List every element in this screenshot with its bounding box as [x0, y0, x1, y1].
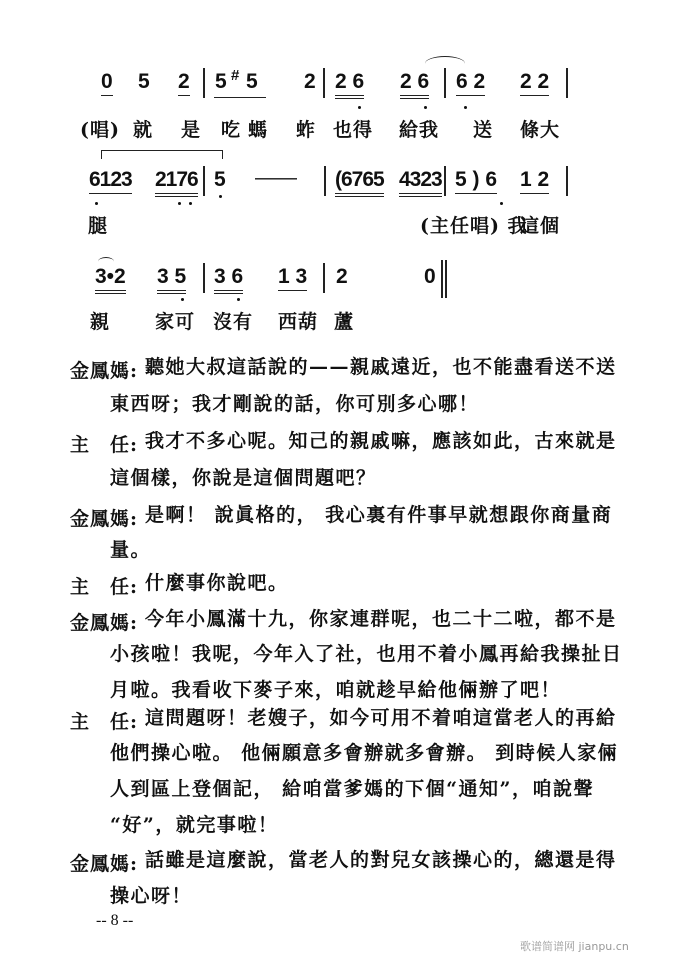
lyric: 就 [133, 119, 154, 141]
note: 6123 [89, 168, 132, 194]
lyric: 這個 [520, 215, 561, 237]
speaker-label: 主 任: [70, 711, 139, 733]
note: 2 2 [520, 70, 549, 96]
note: 3•2 [95, 265, 126, 294]
note: 6 2 [456, 70, 485, 96]
lyric: 也得 [333, 119, 374, 141]
note: 2 6 [400, 70, 429, 99]
dialogue-line: 東西呀；我才剛說的話，你可別多心哪！ [110, 393, 480, 415]
dialogue-line: 操心呀！ [110, 885, 193, 907]
lyric: (主任唱) 我 [420, 215, 528, 237]
note: 4323 [399, 168, 442, 197]
dialogue-line: 什麼事你說吧。 [145, 572, 289, 594]
barline [203, 263, 205, 293]
dialogue-line: 這問題呀！老嫂子，如今可用不着咱這當老人的再給 [145, 707, 617, 729]
speaker-label: 金鳳媽: [70, 853, 139, 875]
final-barline [441, 260, 443, 298]
barline [203, 68, 205, 98]
watermark: 歌谱简谱网 jianpu.cn [520, 940, 629, 953]
lyric: 家可 [155, 311, 196, 333]
note: 2 [336, 265, 348, 288]
speaker-label: 金鳳媽: [70, 612, 139, 634]
barline [203, 166, 205, 196]
lyric: 腿 [88, 215, 109, 237]
speaker-label: 金鳳媽: [70, 508, 139, 530]
dialogue-line: “好”，就完事啦！ [110, 814, 279, 836]
lyric: 親 [90, 311, 111, 333]
barline [444, 166, 446, 196]
barline [323, 263, 325, 293]
lyric: 是 [181, 119, 202, 141]
barline [566, 166, 568, 196]
note: 2 [304, 70, 316, 93]
note: 2176 [155, 168, 198, 197]
note: 0 [101, 70, 113, 96]
lyric: 西葫 [278, 311, 319, 333]
lyric: 蚱 [296, 119, 317, 141]
barline [566, 68, 568, 98]
note: 3 6 [214, 265, 243, 294]
dialogue-line: 話雖是這麼說，當老人的對兒女該操心的，總還是得 [145, 849, 617, 871]
dialogue-line: 是啊！ 說眞格的， 我心裏有件事早就想跟你商量商 [145, 504, 613, 526]
dialogue-line: 小孩啦！我呢，今年入了社，也用不着小鳳再給我操扯日 [110, 643, 623, 665]
note: 5 [246, 70, 258, 93]
note: 5 [215, 70, 227, 93]
note: (6765 [335, 168, 384, 197]
lyric: 送 [473, 119, 494, 141]
slur [425, 56, 465, 71]
note: 1 3 [278, 265, 307, 291]
note: 2 [178, 70, 190, 96]
note: 0 [424, 265, 436, 288]
dialogue-line: 聽她大叔這話說的——親戚遠近，也不能盡看送不送 [145, 356, 617, 378]
note: 5 [214, 168, 226, 191]
dialogue-line: 這個樣，你說是這個問題吧？ [110, 467, 377, 489]
lyric: 螞 [248, 119, 269, 141]
repeat-bracket [101, 150, 223, 159]
dialogue-line: 我才不多心呢。知己的親戚嘛，應該如此，古來就是 [145, 430, 617, 452]
dialogue-line: 他們操心啦。 他倆願意多會辦就多會辦。 到時候人家倆 [110, 742, 619, 764]
speaker-label: 金鳳媽: [70, 360, 139, 382]
note: 5 ) 6 [455, 168, 497, 194]
barline [323, 68, 325, 98]
note: 5 [138, 70, 150, 93]
barline [444, 68, 446, 98]
lyric: 沒有 [213, 311, 254, 333]
lyric: 吃 [221, 119, 242, 141]
dialogue-line: 月啦。我看收下麥子來，咱就趁早給他倆辦了吧！ [110, 679, 562, 701]
sharp-sign: # [231, 67, 240, 84]
dialogue-line: 今年小鳳滿十九，你家連群呢，也二十二啦，都不是 [145, 608, 617, 630]
lyric: 蘆 [334, 311, 355, 333]
speaker-label: 主 任: [70, 434, 139, 456]
note: 1 2 [520, 168, 549, 194]
lyric: (唱) [80, 119, 120, 141]
dash-hold: —— [255, 166, 297, 189]
note: 3 5 [157, 265, 186, 294]
speaker-label: 主 任: [70, 576, 139, 598]
dialogue-line: 量。 [110, 539, 152, 561]
barline [324, 166, 326, 196]
page-number: -- 8 -- [96, 912, 134, 929]
lyric: 給我 [399, 119, 440, 141]
dialogue-line: 人到區上登個記， 給咱當爹媽的下個“通知”，咱說聲 [110, 778, 594, 800]
note: 2 6 [335, 70, 364, 99]
lyric: 條大 [520, 119, 561, 141]
